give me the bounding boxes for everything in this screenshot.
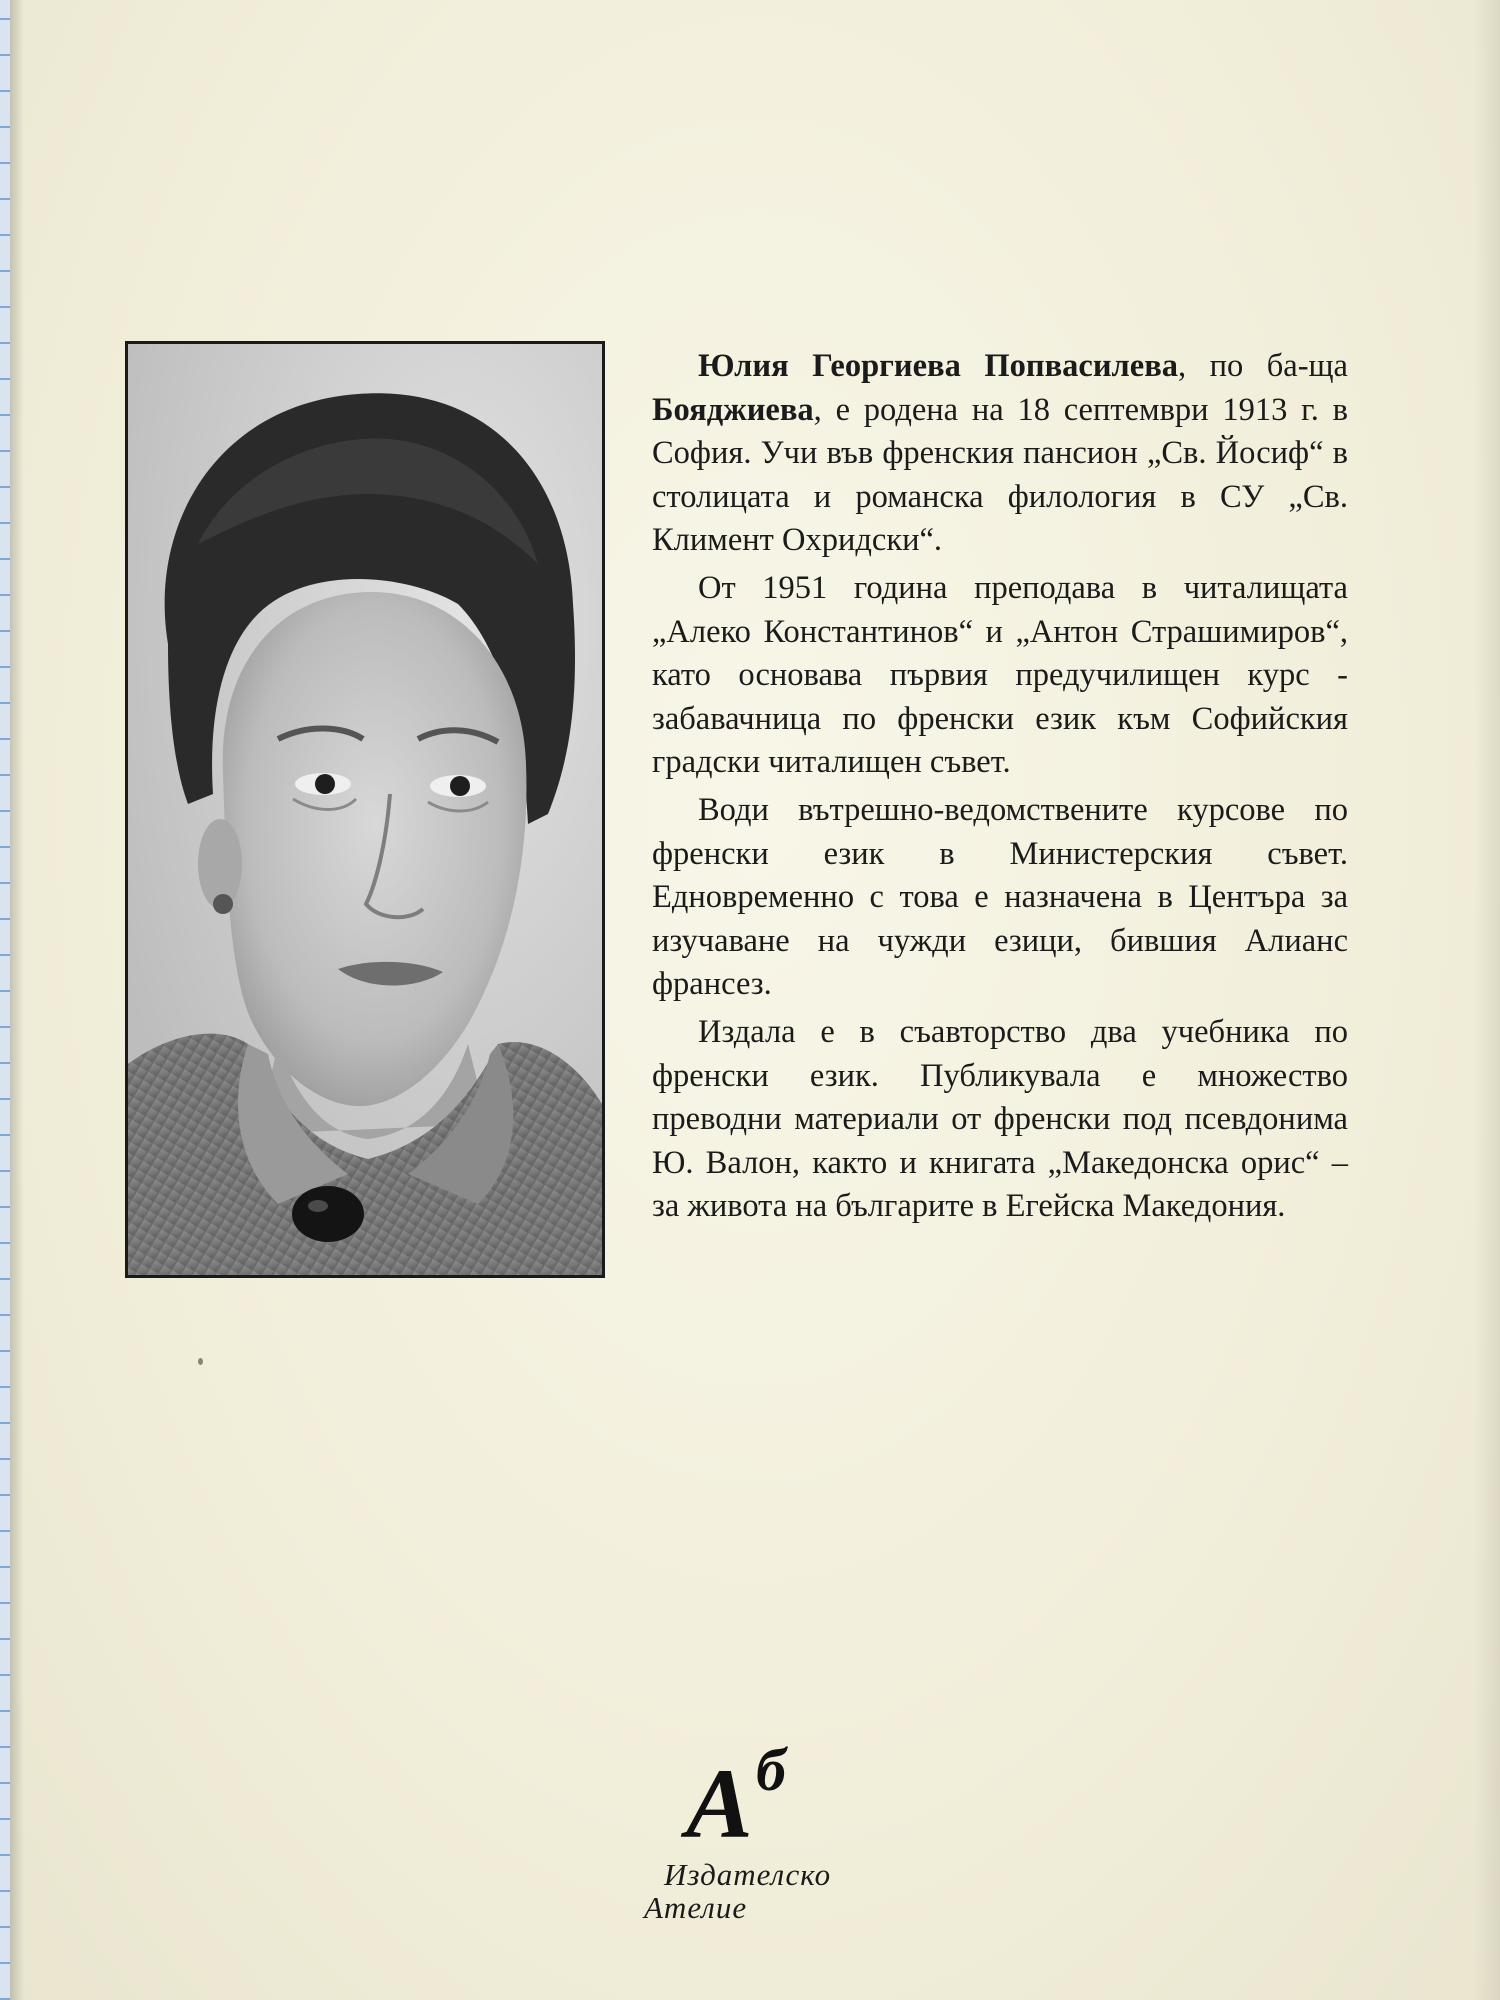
publisher-name-line-1: Издателско (664, 1857, 832, 1892)
publisher-logo (628, 1737, 868, 1930)
bio-paragraph-2: От 1951 година преподава в читалищата „Алеко Константинов“ и „Антон Страшимиров“, като основава първия предучилищен курс - забавачница по френски език към Софийския градски читалищен съвет. (652, 569, 1348, 781)
publisher-name-line-2: Ателие (644, 1890, 748, 1925)
bio-paragraph-4: Издала е в съавторство два учебника по френски език. Публикувала е множество преводни материали от френски под псевдонима Ю. Валон, както и книгата „Македонска орис“ – за живота на българите в Егейска Македония. (652, 1013, 1348, 1225)
portrait-photo (128, 344, 602, 1275)
publisher-logo-letter-b: б (756, 1737, 786, 1803)
author-name: Юлия Георгиева Попвасилева (698, 348, 1179, 384)
cover-left-shadow (10, 0, 24, 2000)
bio-paragraph-3: Води вътрешно-ведомствените курсове по френски език в Министерския съвет. Едновременно с това е назначена в Центъра за изучаване на чужди езици, бившия Алианс франсез. (652, 791, 1348, 1003)
notebook-grid-strip (0, 0, 10, 2000)
cover-edge-shadow (1474, 0, 1500, 2000)
author-portrait (125, 341, 605, 1278)
publisher-logo-letter-a: А (686, 1748, 753, 1859)
bio-paragraph-1 (652, 345, 1348, 563)
author-maiden-name: Бояджиева (652, 391, 814, 428)
paper-speck (198, 1358, 203, 1365)
bio-p1-text-2: , е родена на 18 септември 1913 г. в София. Учи във френския пансион „Св. Йосиф“ в столицата и романска филология в СУ „Св. Климент Охридски“. (652, 391, 1348, 559)
bio-p1-text-1: , по ба-ща (1178, 348, 1348, 384)
author-biography (652, 345, 1348, 1233)
